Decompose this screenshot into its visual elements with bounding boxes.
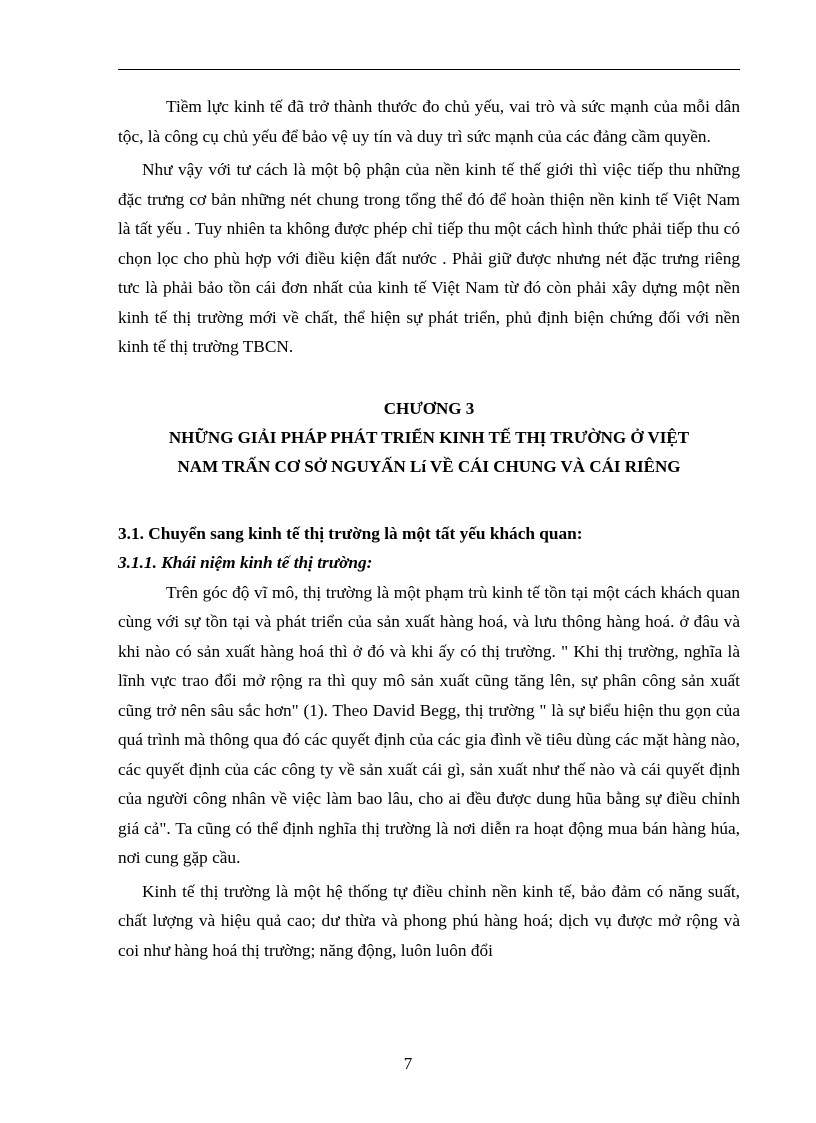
page-number: 7 (403, 1054, 413, 1073)
chapter-title-line: NAM TRẤN CƠ SỞ NGUYẤN Lí VỀ CÁI CHUNG VÀ CÁI RIÊNG (177, 456, 681, 476)
chapter-title-line: NHỮNG GIẢI PHÁP PHÁT TRIỂN KINH TẾ THỊ TRƯỜNG Ở VIỆT (168, 427, 690, 447)
chapter-number: CHƯƠNG 3 (383, 398, 475, 418)
paragraph: Tiềm lực kinh tế đã trở thành thước đo chủ yếu, vai trò và sức mạnh của mỗi dân tộc, là công cụ chủ yếu để bảo vệ uy tín và duy trì sức mạnh của các đảng cầm quyền. (118, 97, 740, 146)
paragraph: Như vậy với tư cách là một bộ phận của nền kinh tế thế giới thì việc tiếp thu những đặc trưng cơ bản những nét chung trong tổng thể đó để hoàn thiện nền kinh tế Việt Nam là tất yếu . Tuy nhiên ta không được phép chỉ tiếp thu một cách hình thức phải tiếp thu có chọn lọc cho phù hợp với điều kiện đất nước . Phải giữ được nhưng nét đặc trưng riêng tưc là phải bảo tồn cái đơn nhất của kinh tế Việt Nam từ đó còn phải xây dựng một nền kinh tế thị trường mới về chất, thể hiện sự phát triển, phủ định biện chứng đối với nền kinh tế thị trường TBCN. (118, 160, 740, 356)
chapter-heading (118, 394, 740, 481)
page-content (118, 92, 740, 965)
paragraph: Kinh tế thị trường là một hệ thống tự điều chỉnh nền kinh tế, bảo đảm có năng suất, chất lượng và hiệu quả cao; dư thừa và phong phú hàng hoá; dịch vụ được mở rộng và coi như hàng hoá thị trường; năng động, luôn luôn đổi (118, 881, 740, 960)
section-heading: 3.1. Chuyển sang kinh tế thị trường là một tất yếu khách quan: (118, 523, 583, 543)
subsection-heading: 3.1.1. Khái niệm kinh tế thị trường: (118, 553, 373, 572)
paragraph: Trên góc độ vĩ mô, thị trường là một phạm trù kinh tế tồn tại một cách khách quan cùng với sự tồn tại và phát triển của sản xuất hàng hoá, và lưu thông hàng hoá. ở đâu và khi nào có sản xuất hàng hoá thì ở đó và khi ấy có thị trường. " Khi thị trường, nghĩa là lĩnh vực trao đổi mở rộng ra thì quy mô sản xuất cũng tăng lên, sự phân công sản xuất cũng trở nên sâu sắc hơn" (1). Theo David Begg, thị trường " là sự biểu hiện thu gọn của quá trình mà thông qua đó các quyết định của các gia đình về tiêu dùng các mặt hàng nào, các quyết định của các công ty về sản xuất cái gì, sản xuất như thế nào và cái quyết định của người công nhân về việc làm bao lâu, cho ai đều được dung hũa bằng sự điều chỉnh giá cả". Ta cũng có thể định nghĩa thị trường là nơi diễn ra hoạt động mua bán hàng húa, nơi cung gặp cầu. (118, 582, 740, 867)
header-rule (118, 69, 740, 70)
